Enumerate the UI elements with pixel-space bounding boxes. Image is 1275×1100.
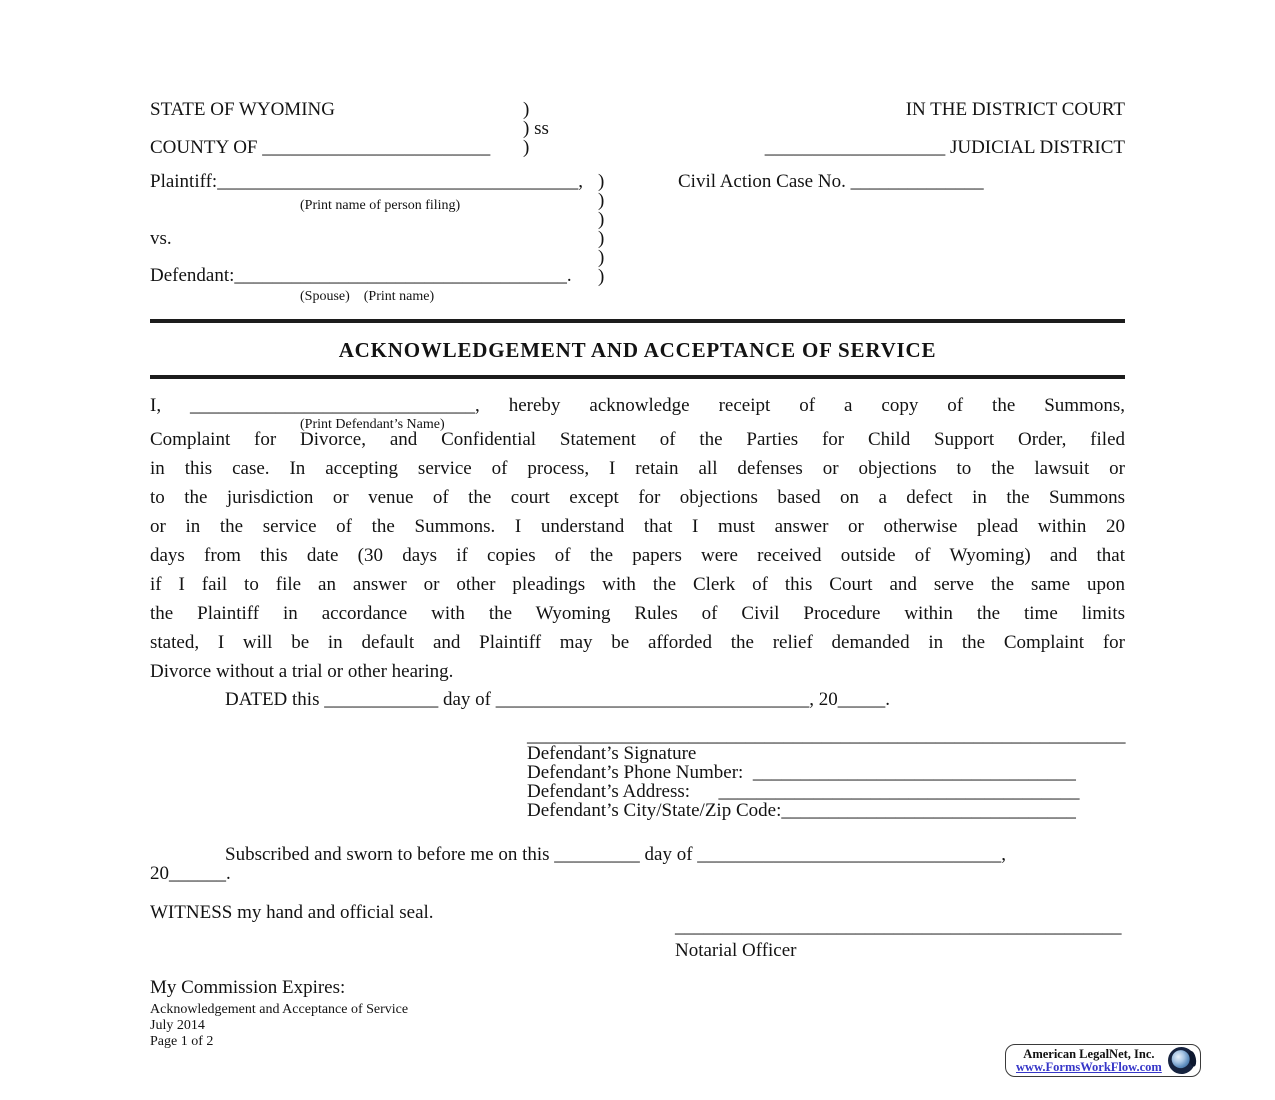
caption-paren-row5: ): [598, 247, 605, 268]
footer-page-number: Page 1 of 2: [150, 1034, 214, 1049]
divider-rule-bottom: [150, 375, 1125, 379]
formsworkflow-link[interactable]: www.FormsWorkFlow.com: [1016, 1059, 1162, 1074]
dated-line: DATED this ____________ day of _________________________________, 20_____.: [225, 689, 890, 710]
caption-paren-row1: ): [598, 171, 605, 192]
defendant-city-state-zip-field: Defendant’s City/State/Zip Code:_______________________________: [527, 800, 1076, 821]
notarial-officer-label: Notarial Officer: [675, 940, 797, 961]
print-defendant-name-subtext: (Print Defendant’s Name): [300, 417, 445, 432]
case-number-field: Civil Action Case No. ______________: [678, 171, 984, 192]
plaintiff-field: Plaintiff:______________________________________,: [150, 171, 583, 192]
legalnet-company-name: American LegalNet, Inc.: [1023, 1046, 1155, 1061]
county-field: COUNTY OF ________________________: [150, 137, 491, 158]
defendant-address-field: Defendant’s Address: ______________________________________: [527, 781, 1080, 802]
versus-label: vs.: [150, 228, 172, 249]
legalnet-globe-icon: [1165, 1044, 1197, 1076]
notary-year-field: 20______.: [150, 863, 231, 884]
caption-paren-row2: ): [598, 190, 605, 211]
paragraph-line: if I fail to file an answer or other pleadings with the Clerk of this Court and serve the same upon: [150, 574, 1125, 595]
subscribed-sworn-line: Subscribed and sworn to before me on this _________ day of ________________________________,: [225, 844, 1007, 865]
footer-form-name: Acknowledgement and Acceptance of Service: [150, 1002, 409, 1017]
divider-rule-top: [150, 319, 1125, 323]
paragraph-line: days from this date (30 days if copies of the papers were received outside of Wyoming) and that: [150, 545, 1125, 566]
paragraph-line: to the jurisdiction or venue of the court except for objections based on a defect in the Summons: [150, 487, 1125, 508]
paragraph-line: Complaint for Divorce, and Confidential Statement of the Parties for Child Support Order, filed: [150, 429, 1125, 450]
caption-court-title: IN THE DISTRICT COURT: [905, 99, 1125, 120]
legalnet-badge: [1005, 1044, 1201, 1077]
caption-paren-row4: ): [598, 228, 605, 249]
paragraph-line: the Plaintiff in accordance with the Wyoming Rules of Civil Procedure within the time limits: [150, 603, 1125, 624]
defendant-phone-field: Defendant’s Phone Number: __________________________________: [527, 762, 1076, 783]
paragraph-line: Divorce without a trial or other hearing.: [150, 661, 454, 682]
defendant-subtext: (Spouse) (Print name): [300, 289, 435, 304]
paragraph-line: in this case. In accepting service of process, I retain all defenses or objections to the lawsuit or: [150, 458, 1125, 479]
judicial-district-field: ___________________ JUDICIAL DISTRICT: [764, 137, 1125, 158]
acknowledgement-intro-line: I, ______________________________, hereby acknowledge receipt of a copy of the Summons,: [150, 395, 1125, 416]
witness-statement: WITNESS my hand and official seal.: [150, 902, 434, 923]
footer-revision-date: July 2014: [150, 1018, 205, 1033]
paragraph-line: stated, I will be in default and Plaintiff may be afforded the relief demanded in the Complaint for: [150, 632, 1125, 653]
paragraph-line: or in the service of the Summons. I understand that I must answer or otherwise plead within 20: [150, 516, 1125, 537]
notarial-officer-signature-line: _______________________________________________: [675, 916, 1122, 937]
legalnet-text-block: [1016, 1048, 1162, 1074]
defendant-signature-line: _______________________________________________________________: [527, 725, 1126, 746]
commission-expires-label: My Commission Expires:: [150, 977, 346, 998]
caption-state: STATE OF WYOMING: [150, 99, 335, 120]
document-title: ACKNOWLEDGEMENT AND ACCEPTANCE OF SERVICE: [338, 338, 937, 362]
caption-paren-row3: ): [598, 209, 605, 230]
caption-paren-1: ): [523, 99, 530, 120]
caption-paren-2: ): [523, 137, 530, 158]
caption-ss: ) ss: [523, 118, 549, 139]
caption-paren-row6: ): [598, 266, 605, 287]
defendant-signature-label: Defendant’s Signature: [527, 743, 697, 764]
defendant-field: Defendant:___________________________________.: [150, 265, 572, 286]
plaintiff-subtext: (Print name of person filing): [300, 198, 461, 213]
acknowledgement-paragraph: [150, 425, 1125, 686]
